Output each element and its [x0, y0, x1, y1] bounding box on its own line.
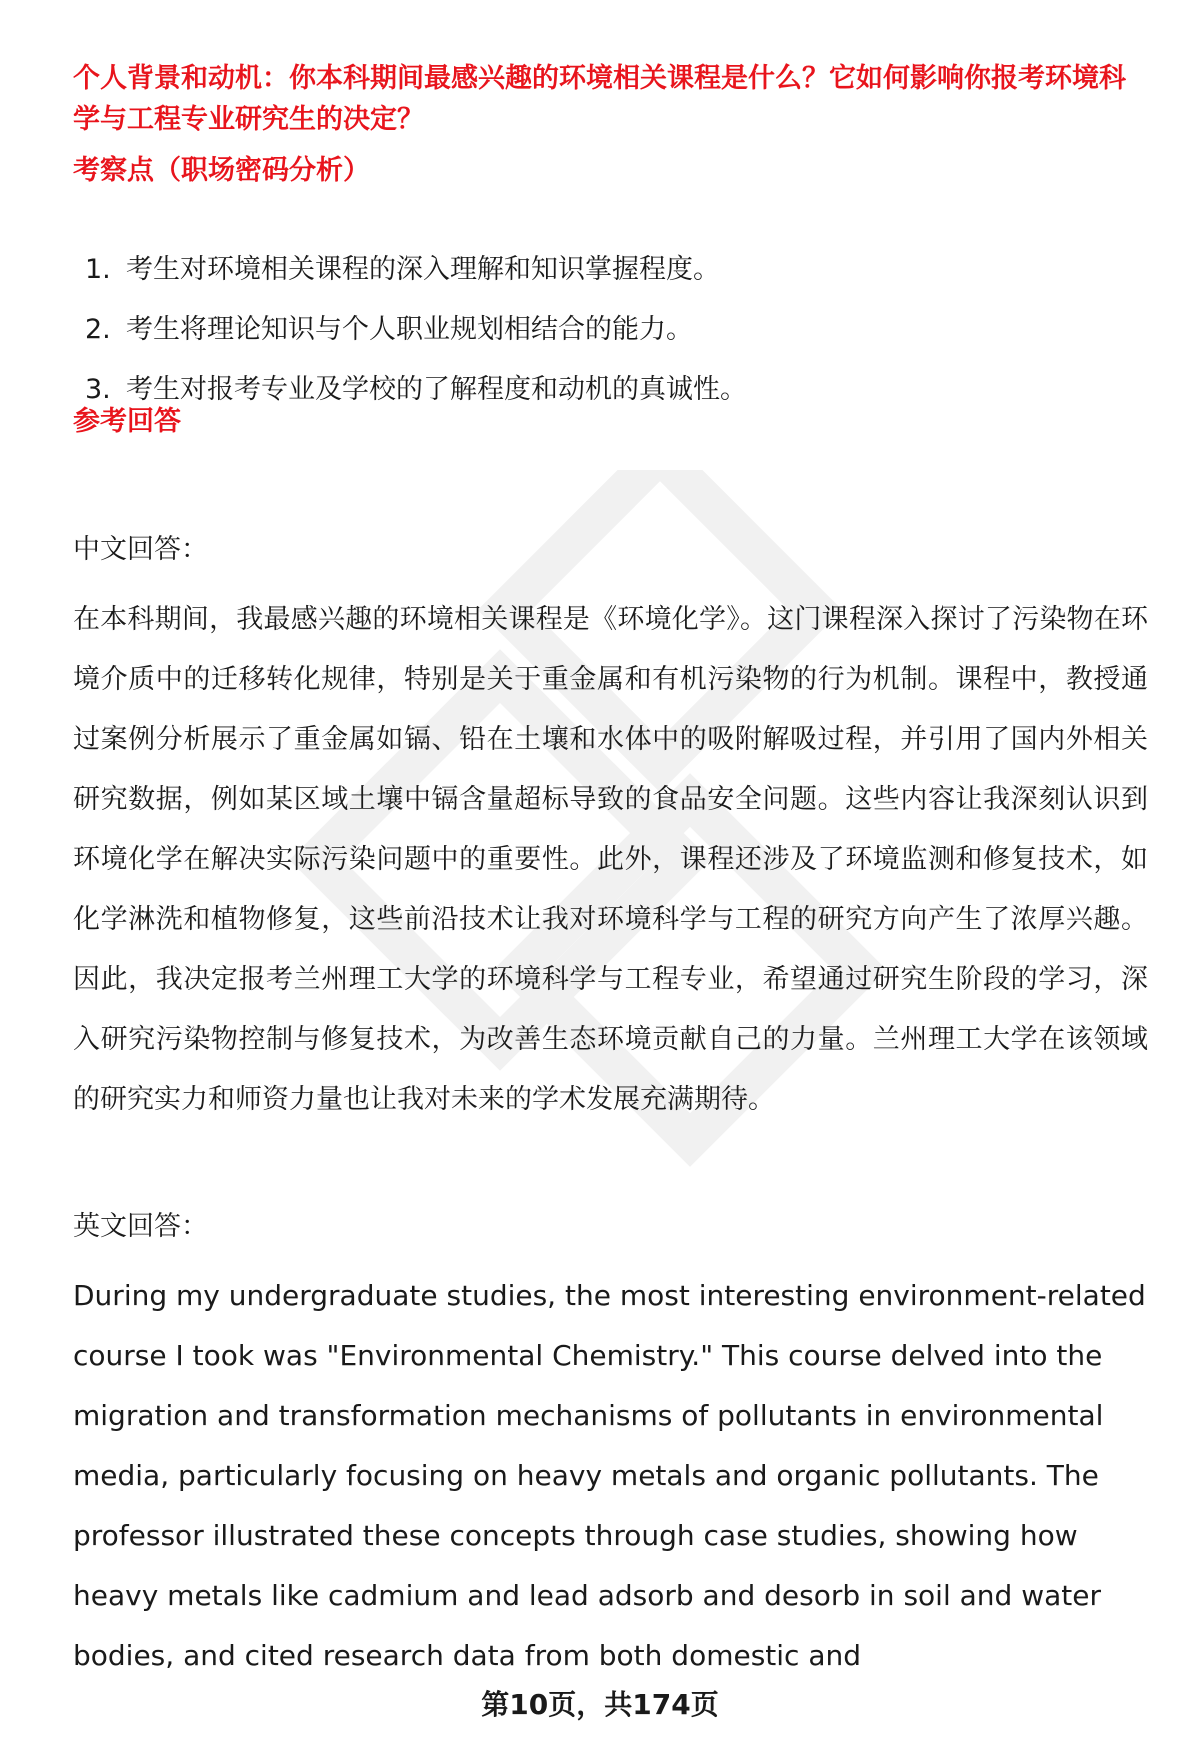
question-heading: 个人背景和动机：你本科期间最感兴趣的环境相关课程是什么？它如何影响你报考环境科学与工程专业研究生的决定？: [73, 63, 1126, 135]
english-answer-label: 英文回答：: [73, 1211, 208, 1242]
english-answer-text: During my undergraduate studies, the most interesting environment-related course I took was "Environmental Chemistry." This course delved into the migration and transformation mechanisms of pollutants in environmental media, particularly focusing on heavy metals and organic pollutants. The professor illustrated these concepts through case studies, showing how heavy metals like cadmium and lead adsorb and desorb in soil and water bodies, and cited research data from both domestic and: [73, 1279, 1146, 1672]
list-item: [73, 370, 1148, 430]
list-item-number: 2.: [85, 314, 111, 345]
focus-section-title: 考察点（职场密码分析）: [73, 155, 370, 186]
list-item-number: 1.: [85, 254, 111, 285]
list-item-text: 考生对报考专业及学校的了解程度和动机的真诚性。: [126, 374, 747, 405]
list-item: [73, 250, 1148, 310]
chinese-answer-label: 中文回答：: [73, 534, 208, 565]
reference-section-title: 参考回答: [73, 406, 181, 437]
list-item-text: 考生将理论知识与个人职业规划相结合的能力。: [126, 314, 693, 345]
list-item-text: 考生对环境相关课程的深入理解和知识掌握程度。: [126, 254, 720, 285]
page-footer: 第10页，共174页: [481, 1688, 719, 1721]
list-item-number: 3.: [85, 374, 111, 405]
chinese-answer-text: 在本科期间，我最感兴趣的环境相关课程是《环境化学》。这门课程深入探讨了污染物在环境介质中的迁移转化规律，特别是关于重金属和有机污染物的行为机制。课程中，教授通过案例分析展示了重金属如镉、铅在土壤和水体中的吸附解吸过程，并引用了国内外相关研究数据，例如某区域土壤中镉含量超标导致的食品安全问题。这些内容让我深刻认识到环境化学在解决实际污染问题中的重要性。此外，课程还涉及了环境监测和修复技术，如化学淋洗和植物修复，这些前沿技术让我对环境科学与工程的研究方向产生了浓厚兴趣。因此，我决定报考兰州理工大学的环境科学与工程专业，希望通过研究生阶段的学习，深入研究污染物控制与修复技术，为改善生态环境贡献自己的力量。兰州理工大学在该领域的研究实力和师资力量也让我对未来的学术发展充满期待。: [73, 604, 1148, 1115]
focus-points-list: [73, 250, 1148, 430]
list-item: [73, 310, 1148, 370]
